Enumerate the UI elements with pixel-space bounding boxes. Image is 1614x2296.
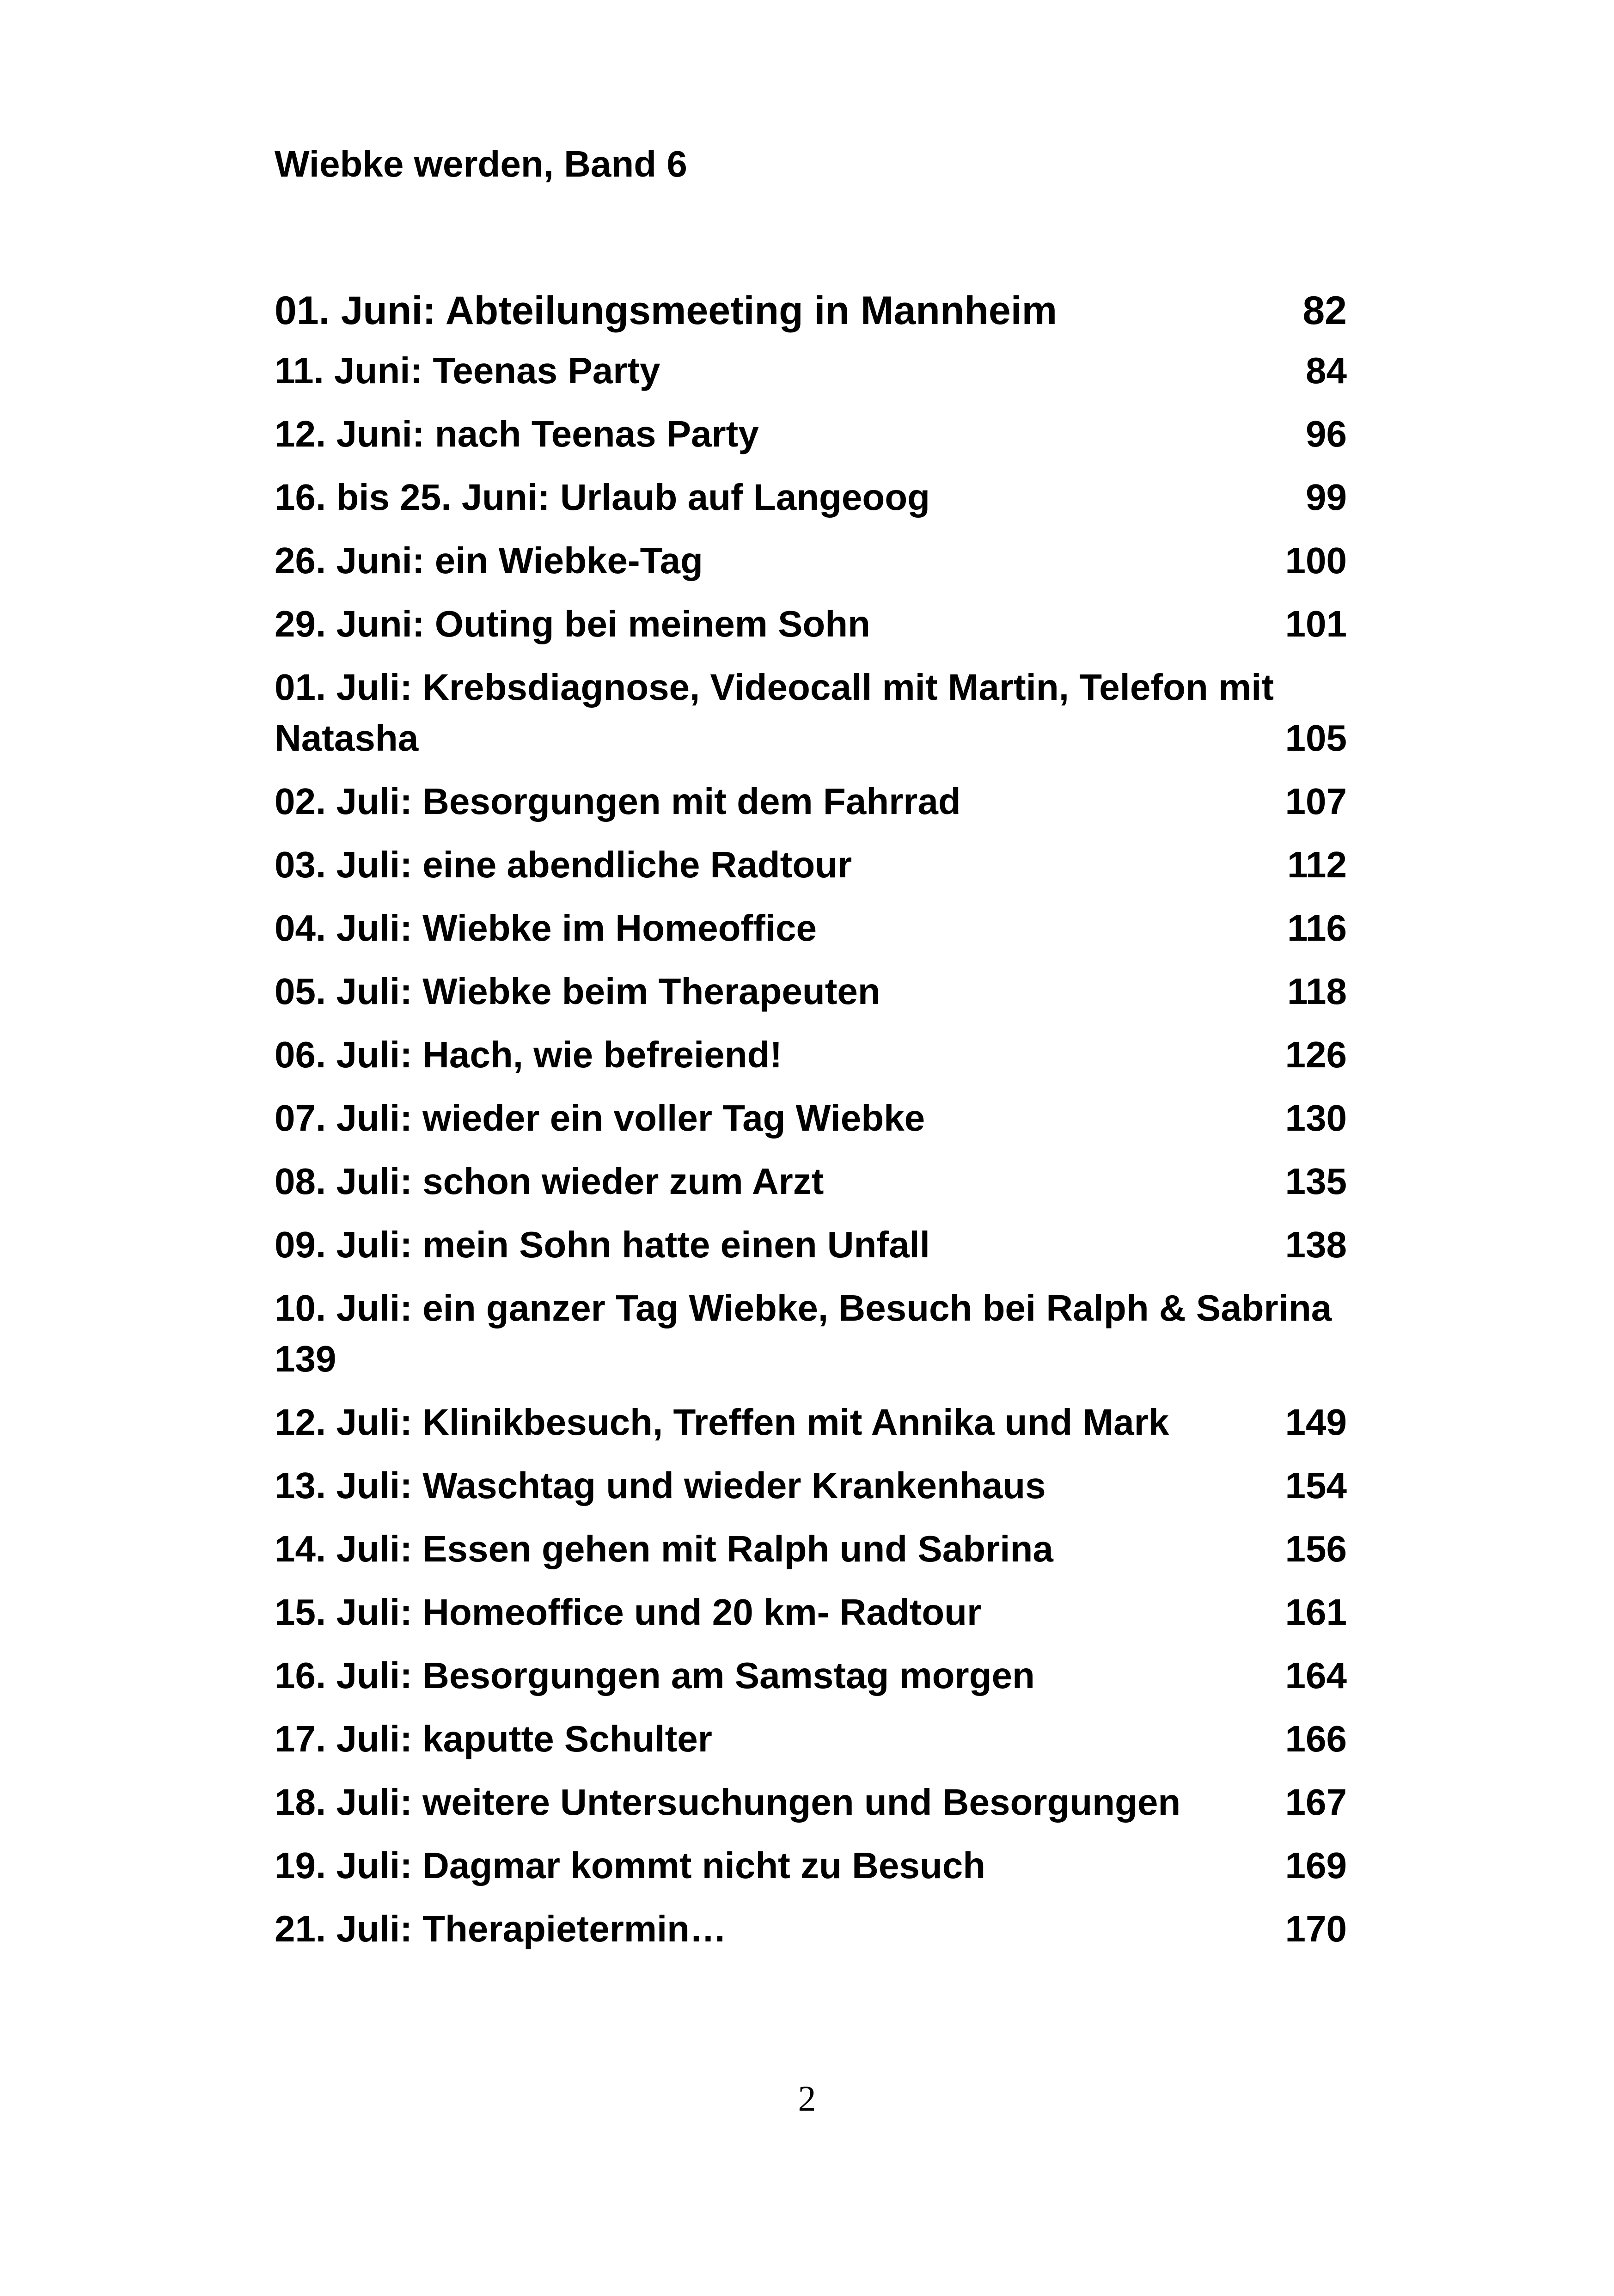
toc-entry-title: 09. Juli: mein Sohn hatte einen Unfall (275, 1224, 930, 1265)
toc-entry-title: 19. Juli: Dagmar kommt nicht zu Besuch (275, 1845, 986, 1886)
toc-entry-page: 166 (1285, 1718, 1347, 1759)
toc-entry (275, 1460, 1347, 1511)
toc-entry (275, 1714, 1347, 1764)
toc-entry-title: 14. Juli: Essen gehen mit Ralph und Sabrina (275, 1528, 1053, 1569)
toc-entry-title: 12. Juni: nach Teenas Party (275, 413, 759, 454)
toc-entry-page: 161 (1285, 1592, 1347, 1633)
toc-entry (275, 409, 1347, 459)
toc-entry-title: 06. Juli: Hach, wie befreiend! (275, 1034, 783, 1075)
toc-entry-title: 26. Juni: ein Wiebke-Tag (275, 540, 703, 581)
toc-entry (275, 662, 1347, 764)
toc-entry (275, 535, 1347, 586)
toc-entry-page: 116 (1287, 907, 1347, 949)
toc-entry (275, 1587, 1347, 1638)
toc-entry-page: 101 (1285, 603, 1347, 644)
toc-entry-title: 04. Juli: Wiebke im Homeoffice (275, 907, 817, 949)
toc-entry-page: 154 (1285, 1465, 1347, 1506)
toc-entry-title: 05. Juli: Wiebke beim Therapeuten (275, 971, 880, 1012)
toc-entry (275, 345, 1347, 396)
book-title: Wiebke werden, Band 6 (275, 143, 687, 184)
toc-entry (275, 472, 1347, 523)
page-number: 2 (798, 2078, 816, 2118)
toc-entry (275, 1397, 1347, 1448)
toc-entry (275, 776, 1347, 827)
toc-entry (275, 1524, 1347, 1574)
toc-entry (275, 1283, 1347, 1384)
toc-entry-page: 118 (1287, 971, 1347, 1012)
toc-entry (275, 1093, 1347, 1144)
toc-entry-page: 169 (1285, 1845, 1347, 1886)
toc-entry-page: 138 (1285, 1224, 1347, 1265)
toc-entry-title: 10. Juli: ein ganzer Tag Wiebke, Besuch bei Ralph & Sabrina (275, 1287, 1332, 1329)
toc-entry-title: 13. Juli: Waschtag und wieder Krankenhaus (275, 1465, 1046, 1506)
toc-entry-title: 17. Juli: kaputte Schulter (275, 1718, 712, 1759)
toc-entry-page: 167 (1285, 1782, 1347, 1823)
toc-entry-title: 01. Juni: Abteilungsmeeting in Mannheim (275, 288, 1058, 333)
toc-entry (275, 1029, 1347, 1080)
toc-entry-page: 99 (1306, 477, 1347, 518)
toc-entry (275, 903, 1347, 954)
toc-entry (275, 839, 1347, 890)
toc-entry-title: 16. Juli: Besorgungen am Samstag morgen (275, 1655, 1035, 1696)
toc-entry-page: 107 (1285, 781, 1347, 822)
toc-entry-page: 130 (1285, 1097, 1347, 1139)
toc-entry-title: 01. Juli: Krebsdiagnose, Videocall mit Martin, Telefon mit Natasha (275, 667, 1274, 759)
toc-entry-title: 16. bis 25. Juni: Urlaub auf Langeoog (275, 477, 930, 518)
toc-entry (275, 966, 1347, 1017)
table-of-contents (275, 282, 1347, 1967)
toc-entry-title: 08. Juli: schon wieder zum Arzt (275, 1161, 824, 1202)
toc-entry-page: 139 (275, 1338, 336, 1379)
toc-entry (275, 1650, 1347, 1701)
toc-entry (275, 1219, 1347, 1270)
toc-entry-page: 105 (1285, 717, 1347, 759)
toc-entry-page: 149 (1285, 1402, 1347, 1443)
toc-entry (275, 1840, 1347, 1891)
toc-entry (275, 1904, 1347, 1954)
toc-entry-title: 07. Juli: wieder ein voller Tag Wiebke (275, 1097, 925, 1139)
toc-entry-page: 170 (1285, 1908, 1347, 1949)
toc-entry (275, 1777, 1347, 1828)
toc-entry-title: 29. Juni: Outing bei meinem Sohn (275, 603, 871, 644)
toc-entry-title: 15. Juli: Homeoffice und 20 km- Radtour (275, 1592, 982, 1633)
toc-entry-title: 12. Juli: Klinikbesuch, Treffen mit Annika und Mark (275, 1402, 1169, 1443)
toc-entry-page: 84 (1306, 350, 1347, 391)
toc-entry-page: 135 (1285, 1161, 1347, 1202)
toc-entry-title: 11. Juni: Teenas Party (275, 350, 660, 391)
toc-entry-title: 03. Juli: eine abendliche Radtour (275, 844, 852, 885)
toc-entry (275, 282, 1347, 340)
toc-entry (275, 599, 1347, 649)
toc-entry-title: 02. Juli: Besorgungen mit dem Fahrrad (275, 781, 961, 822)
toc-entry (275, 1156, 1347, 1207)
toc-entry-page: 112 (1287, 844, 1347, 885)
toc-entry-title: 21. Juli: Therapietermin… (275, 1908, 727, 1949)
toc-entry-page: 96 (1306, 413, 1347, 454)
toc-entry-title: 18. Juli: weitere Untersuchungen und Besorgungen (275, 1782, 1181, 1823)
toc-entry-page: 100 (1285, 540, 1347, 581)
toc-entry-page: 126 (1285, 1034, 1347, 1075)
toc-entry-page: 82 (1302, 288, 1347, 333)
toc-entry-page: 156 (1285, 1528, 1347, 1569)
toc-entry-page: 164 (1285, 1655, 1347, 1696)
